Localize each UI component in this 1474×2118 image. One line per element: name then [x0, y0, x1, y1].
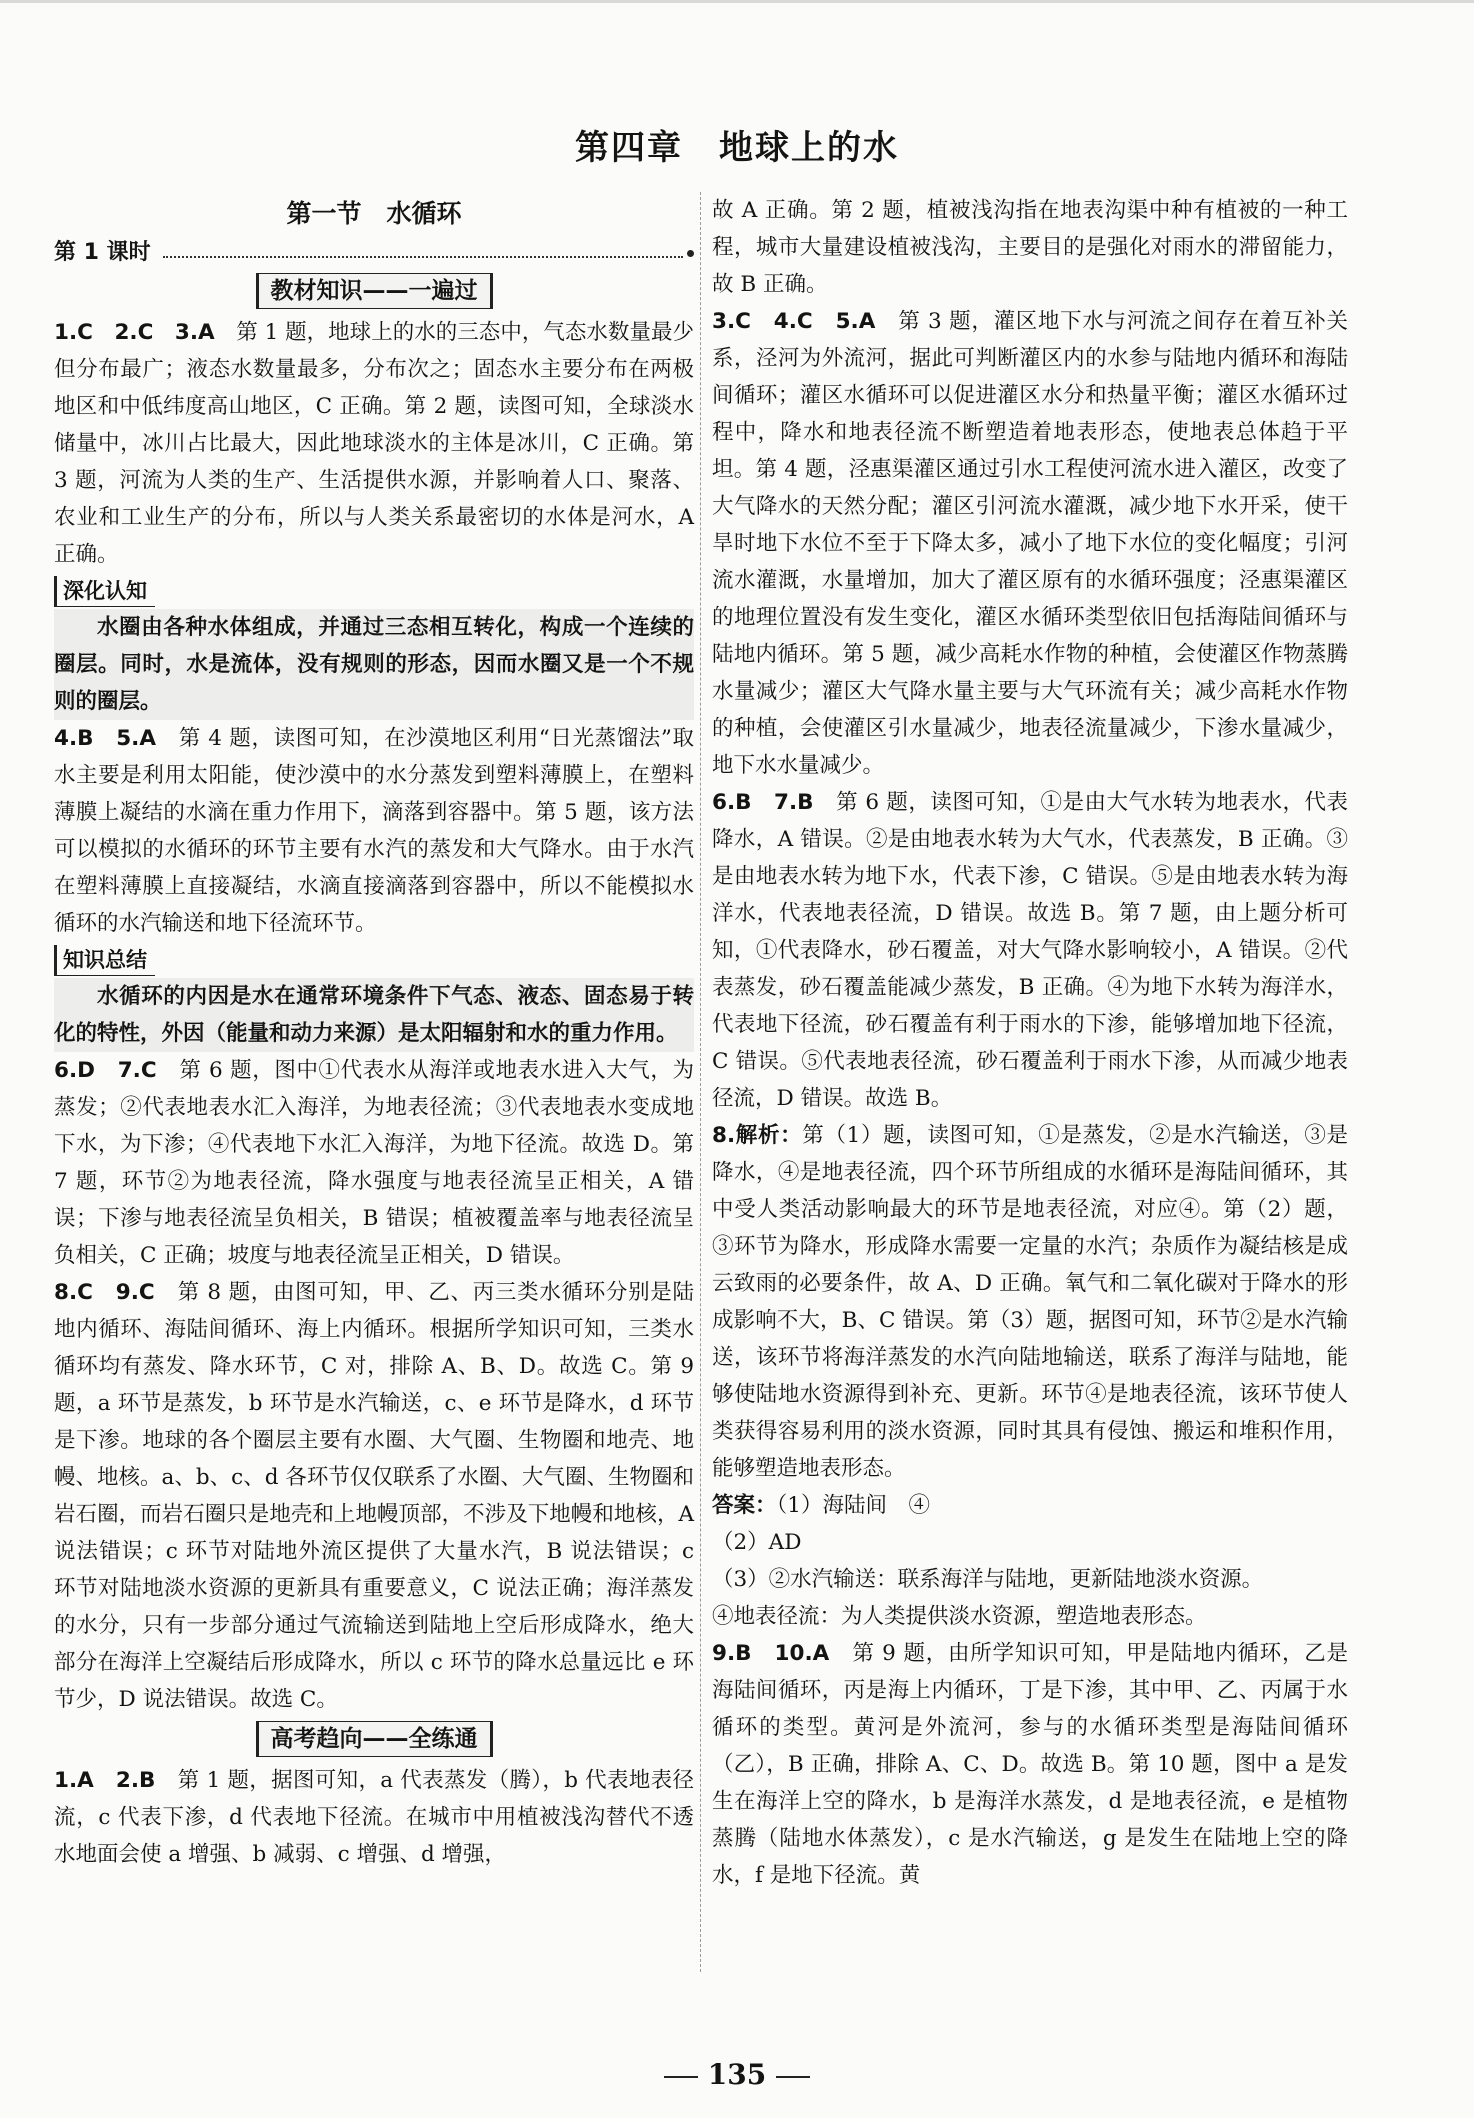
answer-label: 答案： — [712, 1493, 777, 1518]
column-divider — [700, 192, 702, 1972]
answer-key: 6.D 7.C — [54, 1058, 157, 1083]
explanation: 第 3 题，灌区地下水与河流之间存在着互补关系，泾河为外流河，据此可判断灌区内的水参与陆地内循环和海陆间循环；灌区水循环可以促进灌区水分和热量平衡；灌区水循环过程中，降水和地表径流不断塑造着地表形态，使地表总体趋于平坦。第 4 题，泾惠渠灌区通过引水工程使河流水进入灌区，改变了大气降水的天然分配；灌区引河流水灌溉，减少地下水开采，使干旱时地下水位不至于下降太多，减小了地下水位的变化幅度；引河流水灌溉，水量增加，加大了灌区原有的水循环强度；泾惠渠灌区的地理位置没有发生变化，灌区水循环类型依旧包括海陆间循环与陆地内循环。第 5 题，减少高耗水作物的种植，会使灌区作物蒸腾水量减少；灌区大气降水量主要与大气环流有关；减少高耗水作物的种植，会使灌区引水量减少，地表径流量减少，下渗水量减少，地下水水量减少。 — [712, 309, 1348, 778]
tag-summary-wrap — [54, 944, 694, 978]
answer-part-3: （3）②水汽输送：联系海洋与陆地，更新陆地淡水资源。 — [712, 1567, 1264, 1592]
continued-explanation: 故 A 正确。第 2 题，植被浅沟指在地表沟渠中种有植被的一种工程，城市大量建设植被浅沟，主要目的是强化对雨水的滞留能力，故 B 正确。 — [712, 198, 1348, 297]
chapter-title: 第四章 地球上的水 — [575, 128, 899, 168]
answer-key: 9.B 10.A — [712, 1641, 830, 1666]
page-dash-left — [664, 2076, 698, 2078]
answer-part-2: （2）AD — [712, 1530, 802, 1555]
answer-key: 8.解析： — [712, 1123, 803, 1148]
explanation: 第 8 题，由图可知，甲、乙、丙三类水循环分别是陆地内循环、海陆间循环、海上内循环。根据所学知识可知，三类水循环均有蒸发、降水环节，C 对，排除 A、B、D。故选 C。第 9 题，a 环节是蒸发，b 环节是水汽输送，c、e 环节是降水，d 环节是下渗。地球的各个圈层主要有水圈、大气圈、生物圈和地壳、地幔、地核。a、b、c、d 各环节仅仅联系了水圈、大气圈、生物圈和岩石圈，而岩石圈只是地壳和上地幔顶部，不涉及下地幔和地核，A 说法错误；c 环节对陆地外流区提供了大量水汽，B 说法错误；c 环节对陆地淡水资源的更新具有重要意义，C 说法正确；海洋蒸发的水分，只有一步部分通过气流输送到陆地上空后形成降水，绝大部分在海洋上空凝结后形成降水，所以 c 环节的降水总量远比 e 环节少，D 说法错误。故选 C。 — [54, 1280, 695, 1712]
answer-part-1: （1）海陆间 ④ — [776, 1493, 930, 1518]
banner-textbook: 教材知识——一遍过 — [256, 273, 493, 309]
answer-block-q8b — [712, 1117, 1348, 1487]
answer-key: 1.A 2.B — [54, 1768, 156, 1793]
answer-key: 8.C 9.C — [54, 1280, 155, 1305]
answer-key: 3.C 4.C 5.A — [712, 309, 876, 334]
top-rule — [0, 0, 1474, 3]
page-dash-right — [776, 2076, 810, 2078]
answer-block-q6b — [712, 784, 1348, 1117]
answer-block-q6 — [54, 1052, 694, 1274]
lesson-label: 第 1 课时 — [54, 240, 151, 265]
explanation: 第 4 题，读图可知，在沙漠地区利用“日光蒸馏法”取水主要是利用太阳能，使沙漠中的水分蒸发到塑料薄膜上，在塑料薄膜上凝结的水滴在重力作用下，滴落到容器中。第 5 题，该方法可以模拟的水循环的环节主要有水汽的蒸发和大气降水。由于水汽在塑料薄膜上直接凝结，水滴直接滴落到容器中，所以不能模拟水循环的水汽输送和地下径流环节。 — [54, 726, 694, 936]
banner-gaokao-wrap — [54, 1720, 694, 1760]
leader-end-dot — [687, 250, 694, 257]
summary-note: 水循环的内因是水在通常环境条件下气态、液态、固态易于转化的特性，外因（能量和动力来源）是太阳辐射和水的重力作用。 — [54, 978, 694, 1052]
answer-block-q9 — [712, 1635, 1348, 1894]
tag-deepen: 深化认知 — [54, 576, 155, 607]
answer-key: 6.B 7.B — [712, 790, 814, 815]
dotted-leader — [163, 256, 683, 258]
tag-summary: 知识总结 — [54, 945, 155, 976]
lesson-header — [54, 236, 694, 270]
answer-block-g1 — [54, 1762, 694, 1873]
tag-deepen-wrap — [54, 575, 694, 609]
explanation: 第 6 题，图中①代表水从海洋或地表水进入大气，为蒸发；②代表地表水汇入海洋，为地表径流；③代表地表水变成地下水，为下渗；④代表地下水汇入海洋，为地下径流。故选 D。第 7 题，环节②为地表径流，降水强度与地表径流呈正相关，A 错误；下渗与地表径流呈负相关，B 错误；植被覆盖率与地表径流呈负相关，C 正确；坡度与地表径流呈正相关，D 错误。 — [54, 1058, 694, 1268]
explanation: 第 6 题，读图可知，①是由大气水转为地表水，代表降水，A 错误。②是由地表水转为大气水，代表蒸发，B 正确。③是由地表水转为地下水，代表下渗，C 错误。⑤是由地表水转为海洋水，代表地表径流，D 错误。故选 B。第 7 题，由上题分析可知，①代表降水，砂石覆盖，对大气降水影响较小，A 错误。②代表蒸发，砂石覆盖能减少蒸发，B 正确。④为地下水转为海洋水，代表地下径流，砂石覆盖有利于雨水的下渗，能够增加地下径流，C 错误。⑤代表地表径流，砂石覆盖利于雨水下渗，从而减少地表径流，D 错误。故选 B。 — [712, 790, 1348, 1111]
left-column — [54, 192, 694, 1873]
answer-part-4: ④地表径流：为人类提供淡水资源，塑造地表形态。 — [712, 1604, 1207, 1629]
answer-block-q4 — [54, 720, 694, 942]
banner-gaokao: 高考趋向——全练通 — [256, 1721, 493, 1757]
explanation: 第（1）题，读图可知，①是蒸发，②是水汽输送，③是降水，④是地表径流，四个环节所组成的水循环是海陆间循环，其中受人类活动影响最大的环节是地表径流，对应④。第（2）题，③环节为降水，形成降水需要一定量的水汽；杂质作为凝结核是成云致雨的必要条件，故 A、D 正确。氧气和二氧化碳对于降水的形成影响不大，B、C 错误。第（3）题，据图可知，环节②是水汽输送，该环节将海洋蒸发的水汽向陆地输送，联系了海洋与陆地，能够使陆地水资源得到补充、更新。环节④是地表径流，该环节使人类获得容易利用的淡水资源，同时其具有侵蚀、搬运和堆积作用，能够塑造地表形态。 — [712, 1123, 1348, 1481]
section-title: 第一节 水循环 — [286, 199, 462, 228]
answer-block-q8 — [54, 1274, 694, 1718]
answer-key: 4.B 5.A — [54, 726, 156, 751]
page-number: 135 — [707, 2058, 767, 2091]
explanation: 第 1 题，据图可知，a 代表蒸发（腾），b 代表地表径流，c 代表下渗，d 代表地下径流。在城市中用植被浅沟替代不透水地面会使 a 增强、b 减弱、c 增强、d 增强， — [54, 1768, 694, 1867]
page-number-footer — [0, 2058, 1474, 2091]
explanation: 第 1 题，地球上的水的三态中，气态水数量最少但分布最广；液态水数量最多，分布次之；固态水主要分布在两极地区和中低纬度高山地区，C 正确。第 2 题，读图可知，全球淡水储量中，冰川占比最大，因此地球淡水的主体是冰川，C 正确。第 3 题，河流为人类的生产、生活提供水源，并影响着人口、聚落、农业和工业生产的分布，所以与人类关系最密切的水体是河水，A 正确。 — [54, 320, 694, 567]
answer-block-q3 — [712, 303, 1348, 784]
deepen-note: 水圈由各种水体组成，并通过三态相互转化，构成一个连续的圈层。同时，水是流体，没有规则的形态，因而水圈又是一个不规则的圈层。 — [54, 609, 694, 720]
answer-line-1 — [712, 1487, 1348, 1524]
banner-textbook-wrap — [54, 272, 694, 312]
answer-block-q1 — [54, 314, 694, 573]
explanation: 第 9 题，由所学知识可知，甲是陆地内循环，乙是海陆间循环，丙是海上内循环，丁是下渗，其中甲、乙、丙属于水循环的类型。黄河是外流河，参与的水循环类型是海陆间循环（乙），B 正确，排除 A、C、D。故选 B。第 10 题，图中 a 是发生在海洋上空的降水，b 是海洋水蒸发，d 是地表径流，e 是植物蒸腾（陆地水体蒸发），c 是水汽输送，g 是发生在陆地上空的降水，f 是地下径流。黄 — [712, 1641, 1348, 1888]
answer-key: 1.C 2.C 3.A — [54, 320, 215, 345]
right-column — [712, 192, 1348, 1894]
